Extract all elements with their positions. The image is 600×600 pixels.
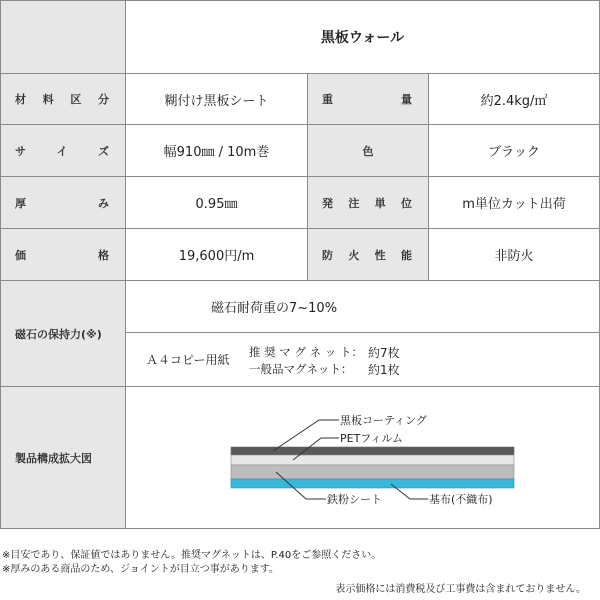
magnet-paper: Ａ４コピー用紙 [146,353,230,367]
label-layer-coating: 黒板コーティング [340,414,427,427]
label-order-unit: 発 注 単 位 [307,176,429,229]
footer-tax-note: 表示価格には消費税及び工事費は含まれておりません。 [335,584,586,595]
structure-diagram-cell [125,386,600,529]
value-material: 糊付け黒板シート [125,73,308,125]
label-structure: 製品構成拡大図 [0,386,126,529]
magnet-general-value: 約1枚 [368,363,400,377]
magnet-detail-cell [125,332,600,387]
magnet-load-text: 磁石耐荷重の7~10% [211,301,338,316]
label-size: サ イ ズ [0,124,126,177]
label-layer-pet: PETフィルム [340,432,403,445]
value-weight: 約2.4kg/㎡ [428,73,600,125]
label-thickness: 厚 み [0,176,126,229]
magnet-load-cell [125,280,600,333]
value-size: 幅910㎜ / 10m巻 [125,124,308,177]
magnet-general-label: 一般品マグネット： [249,362,353,376]
value-price: 19,600円/m [125,228,308,281]
label-fire: 防 火 性 能 [307,228,429,281]
value-order-unit: m単位カット出荷 [428,176,600,229]
magnet-recommended-value: 約7枚 [368,346,400,360]
note-thickness: ※厚みのある商品のため、ジョイントが目立つ事があります。 [2,564,279,575]
value-fire: 非防火 [428,228,600,281]
layer-pet [231,455,514,465]
note-disclaimer: ※目安であり、保証値ではありません。推奨マグネットは、P.40をご参照ください。 [2,550,382,561]
label-price: 価 格 [0,228,126,281]
label-magnet: 磁石の保持力(※) [0,280,126,387]
label-layer-iron: 鉄粉シート [327,493,382,506]
layer-diagram [126,387,600,530]
label-weight: 重 量 [307,73,429,125]
label-layer-cloth: 基布(不織布) [429,493,493,506]
header-blank-cell [0,0,126,74]
layer-cloth [231,479,514,488]
label-material: 材 料 区 分 [0,73,126,125]
label-color: 色 [307,124,429,177]
layer-iron [231,465,514,479]
magnet-recommended-label: 推 奨 マ グ ネ ッ ト： [249,345,363,359]
value-color: ブラック [428,124,600,177]
value-thickness: 0.95㎜ [125,176,308,229]
leader-coating [273,420,339,451]
product-title: 黒板ウォール [125,0,600,74]
